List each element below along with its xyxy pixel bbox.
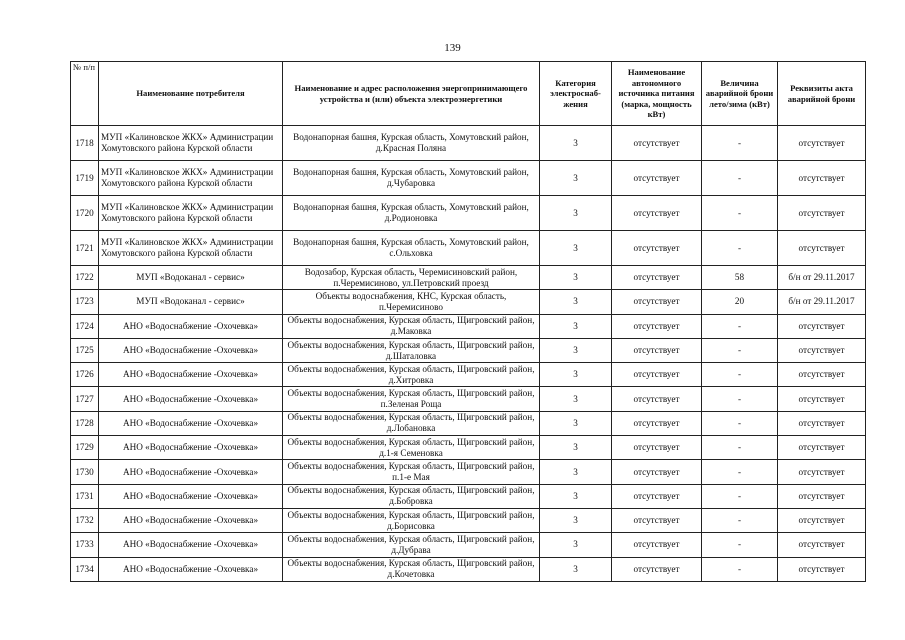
row-number: 1725 xyxy=(71,338,99,362)
table-row xyxy=(71,460,866,484)
row-number: 1734 xyxy=(71,557,99,581)
row-number: 1726 xyxy=(71,363,99,387)
row-number: 1723 xyxy=(71,290,99,314)
object-address: Объекты водоснабжения, КНС, Курская область, п.Черемисиново xyxy=(283,290,540,314)
header-source: Наименование автономного источника питания (марка, мощность кВт) xyxy=(612,62,702,126)
act-details: отсутствует xyxy=(778,460,866,484)
row-number: 1718 xyxy=(71,126,99,161)
object-address: Объекты водоснабжения, Курская область, Щигровский район, д.1-я Семеновка xyxy=(283,436,540,460)
supply-category: 3 xyxy=(540,314,612,338)
reserve-value: - xyxy=(702,314,778,338)
table-row xyxy=(71,363,866,387)
consumer-name: МУП «Калиновское ЖКХ» Администрации Хомутовского района Курской области xyxy=(99,196,283,231)
consumer-name: АНО «Водоснабжение -Охочевка» xyxy=(99,533,283,557)
table-row xyxy=(71,161,866,196)
header-row xyxy=(71,62,866,126)
reserve-value: 20 xyxy=(702,290,778,314)
row-number: 1731 xyxy=(71,484,99,508)
consumer-name: АНО «Водоснабжение -Охочевка» xyxy=(99,484,283,508)
supply-category: 3 xyxy=(540,161,612,196)
reserve-value: - xyxy=(702,484,778,508)
consumer-name: МУП «Водоканал - сервис» xyxy=(99,290,283,314)
table-row xyxy=(71,436,866,460)
table-row xyxy=(71,533,866,557)
consumer-name: МУП «Калиновское ЖКХ» Администрации Хомутовского района Курской области xyxy=(99,231,283,266)
consumer-name: АНО «Водоснабжение -Охочевка» xyxy=(99,460,283,484)
power-source: отсутствует xyxy=(612,126,702,161)
supply-category: 3 xyxy=(540,508,612,532)
reserve-value: - xyxy=(702,231,778,266)
reserve-value: - xyxy=(702,126,778,161)
supply-category: 3 xyxy=(540,231,612,266)
object-address: Объекты водоснабжения, Курская область, Щигровский район, д.Шаталовка xyxy=(283,338,540,362)
supply-category: 3 xyxy=(540,126,612,161)
table-row xyxy=(71,338,866,362)
table-row xyxy=(71,411,866,435)
table-row xyxy=(71,557,866,581)
table-row xyxy=(71,314,866,338)
act-details: отсутствует xyxy=(778,338,866,362)
act-details: отсутствует xyxy=(778,196,866,231)
power-source: отсутствует xyxy=(612,436,702,460)
object-address: Объекты водоснабжения, Курская область, Щигровский район, д.Хитровка xyxy=(283,363,540,387)
act-details: отсутствует xyxy=(778,484,866,508)
reserve-value: - xyxy=(702,196,778,231)
reserve-value: - xyxy=(702,508,778,532)
power-source: отсутствует xyxy=(612,196,702,231)
row-number: 1733 xyxy=(71,533,99,557)
row-number: 1732 xyxy=(71,508,99,532)
header-act: Реквизиты акта аварийной брони xyxy=(778,62,866,126)
act-details: отсутствует xyxy=(778,533,866,557)
consumer-name: МУП «Водоканал - сервис» xyxy=(99,266,283,290)
object-address: Объекты водоснабжения, Курская область, Щигровский район, д.Бобровка xyxy=(283,484,540,508)
header-num: № п/п xyxy=(71,62,99,126)
row-number: 1729 xyxy=(71,436,99,460)
consumer-name: АНО «Водоснабжение -Охочевка» xyxy=(99,557,283,581)
supply-category: 3 xyxy=(540,533,612,557)
consumer-name: АНО «Водоснабжение -Охочевка» xyxy=(99,436,283,460)
header-consumer: Наименование потребителя xyxy=(99,62,283,126)
supply-category: 3 xyxy=(540,196,612,231)
page-number: 139 xyxy=(444,42,461,54)
object-address: Объекты водоснабжения, Курская область, Щигровский район, д.Борисовка xyxy=(283,508,540,532)
reserve-value: - xyxy=(702,161,778,196)
power-source: отсутствует xyxy=(612,266,702,290)
header-category: Категория электроснаб-жения xyxy=(540,62,612,126)
power-source: отсутствует xyxy=(612,533,702,557)
reserve-value: - xyxy=(702,387,778,411)
power-source: отсутствует xyxy=(612,231,702,266)
reserve-value: - xyxy=(702,338,778,362)
table-row xyxy=(71,196,866,231)
act-details: отсутствует xyxy=(778,231,866,266)
table-body xyxy=(71,126,866,582)
consumers-table xyxy=(70,61,866,582)
reserve-value: - xyxy=(702,533,778,557)
supply-category: 3 xyxy=(540,338,612,362)
power-source: отсутствует xyxy=(612,363,702,387)
object-address: Объекты водоснабжения, Курская область, Щигровский район, д.Кочетовка xyxy=(283,557,540,581)
consumer-name: АНО «Водоснабжение -Охочевка» xyxy=(99,363,283,387)
consumer-name: АНО «Водоснабжение -Охочевка» xyxy=(99,411,283,435)
supply-category: 3 xyxy=(540,290,612,314)
act-details: отсутствует xyxy=(778,508,866,532)
act-details: отсутствует xyxy=(778,436,866,460)
consumer-name: АНО «Водоснабжение -Охочевка» xyxy=(99,387,283,411)
object-address: Объекты водоснабжения, Курская область, Щигровский район, д.Дубрава xyxy=(283,533,540,557)
consumer-name: АНО «Водоснабжение -Охочевка» xyxy=(99,338,283,362)
act-details: б/н от 29.11.2017 xyxy=(778,266,866,290)
reserve-value: - xyxy=(702,460,778,484)
supply-category: 3 xyxy=(540,266,612,290)
supply-category: 3 xyxy=(540,484,612,508)
power-source: отсутствует xyxy=(612,314,702,338)
table-row xyxy=(71,126,866,161)
act-details: отсутствует xyxy=(778,411,866,435)
object-address: Водозабор, Курская область, Черемисиновский район, п.Черемисиново, ул.Петровский проезд xyxy=(283,266,540,290)
act-details: отсутствует xyxy=(778,314,866,338)
consumer-name: МУП «Калиновское ЖКХ» Администрации Хомутовского района Курской области xyxy=(99,161,283,196)
power-source: отсутствует xyxy=(612,338,702,362)
object-address: Объекты водоснабжения, Курская область, Щигровский район, д.Маковка xyxy=(283,314,540,338)
power-source: отсутствует xyxy=(612,508,702,532)
row-number: 1724 xyxy=(71,314,99,338)
row-number: 1727 xyxy=(71,387,99,411)
row-number: 1730 xyxy=(71,460,99,484)
table-row xyxy=(71,387,866,411)
reserve-value: - xyxy=(702,436,778,460)
consumer-name: МУП «Калиновское ЖКХ» Администрации Хомутовского района Курской области xyxy=(99,126,283,161)
header-reserve: Величина аварийной брони лето/зима (кВт) xyxy=(702,62,778,126)
consumer-name: АНО «Водоснабжение -Охочевка» xyxy=(99,508,283,532)
header-object: Наименование и адрес расположения энергопринимающего устройства и (или) объекта электроэнергетики xyxy=(283,62,540,126)
row-number: 1720 xyxy=(71,196,99,231)
row-number: 1728 xyxy=(71,411,99,435)
supply-category: 3 xyxy=(540,436,612,460)
act-details: отсутствует xyxy=(778,387,866,411)
table-header xyxy=(71,62,866,126)
reserve-value: - xyxy=(702,411,778,435)
object-address: Объекты водоснабжения, Курская область, Щигровский район, д.Лобановка xyxy=(283,411,540,435)
act-details: б/н от 29.11.2017 xyxy=(778,290,866,314)
table-row xyxy=(71,484,866,508)
object-address: Водонапорная башня, Курская область, Хомутовский район, с.Ольховка xyxy=(283,231,540,266)
act-details: отсутствует xyxy=(778,126,866,161)
table-row xyxy=(71,231,866,266)
power-source: отсутствует xyxy=(612,387,702,411)
supply-category: 3 xyxy=(540,387,612,411)
object-address: Водонапорная башня, Курская область, Хомутовский район, д.Родионовка xyxy=(283,196,540,231)
consumer-name: АНО «Водоснабжение -Охочевка» xyxy=(99,314,283,338)
row-number: 1721 xyxy=(71,231,99,266)
act-details: отсутствует xyxy=(778,557,866,581)
object-address: Объекты водоснабжения, Курская область, Щигровский район, п.Зеленая Роща xyxy=(283,387,540,411)
power-source: отсутствует xyxy=(612,460,702,484)
supply-category: 3 xyxy=(540,363,612,387)
supply-category: 3 xyxy=(540,411,612,435)
act-details: отсутствует xyxy=(778,363,866,387)
power-source: отсутствует xyxy=(612,290,702,314)
reserve-value: - xyxy=(702,363,778,387)
row-number: 1719 xyxy=(71,161,99,196)
supply-category: 3 xyxy=(540,557,612,581)
power-source: отсутствует xyxy=(612,557,702,581)
object-address: Водонапорная башня, Курская область, Хомутовский район, д.Красная Поляна xyxy=(283,126,540,161)
act-details: отсутствует xyxy=(778,161,866,196)
table-row xyxy=(71,290,866,314)
table-row xyxy=(71,508,866,532)
reserve-value: 58 xyxy=(702,266,778,290)
row-number: 1722 xyxy=(71,266,99,290)
supply-category: 3 xyxy=(540,460,612,484)
reserve-value: - xyxy=(702,557,778,581)
object-address: Объекты водоснабжения, Курская область, Щигровский район, п.1-е Мая xyxy=(283,460,540,484)
power-source: отсутствует xyxy=(612,484,702,508)
object-address: Водонапорная башня, Курская область, Хомутовский район, д.Чубаровка xyxy=(283,161,540,196)
power-source: отсутствует xyxy=(612,411,702,435)
power-source: отсутствует xyxy=(612,161,702,196)
table-row xyxy=(71,266,866,290)
